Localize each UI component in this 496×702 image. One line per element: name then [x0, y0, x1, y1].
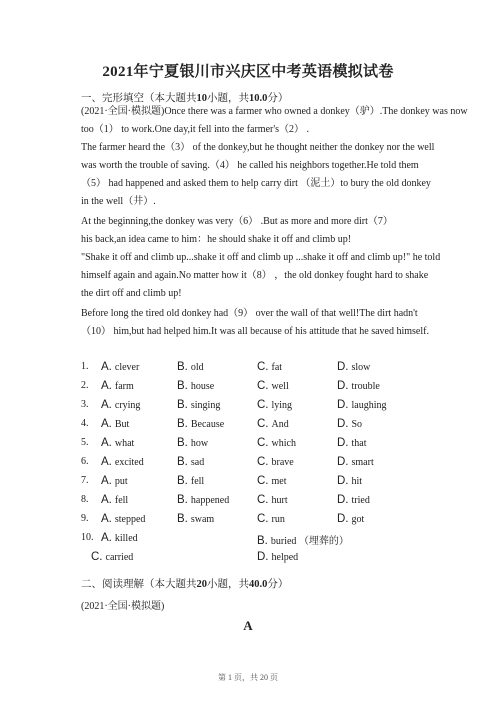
option-c[interactable] — [91, 551, 133, 563]
reading-source: (2021·全国·模拟题) — [81, 601, 165, 612]
question-count: 10 — [196, 93, 207, 104]
option-row — [81, 418, 421, 432]
option-a[interactable] — [101, 361, 139, 373]
option-letter: B. — [177, 513, 188, 525]
option-b[interactable] — [177, 456, 204, 468]
section-heading-reading — [81, 576, 288, 591]
option-text: run — [271, 514, 285, 525]
option-row — [81, 361, 421, 375]
passage-line: himself again and again.No matter how it（8） ，the old donkey fought hard to shake — [81, 270, 429, 281]
question-number: 7. — [81, 475, 89, 486]
option-letter: C. — [257, 361, 269, 373]
question-count: 20 — [196, 579, 207, 590]
option-text: slow — [351, 362, 371, 373]
option-letter: A. — [101, 456, 112, 468]
option-letter: B. — [177, 418, 188, 430]
option-text: helped — [271, 552, 299, 563]
option-letter: C. — [257, 399, 269, 411]
section-heading-prefix: 二、阅读理解（本大题共 — [81, 579, 197, 590]
option-text: tried — [351, 495, 370, 506]
option-b[interactable] — [177, 399, 220, 411]
option-letter: C. — [257, 437, 269, 449]
option-b[interactable] — [177, 437, 208, 449]
option-letter: A. — [101, 475, 112, 487]
option-row — [81, 475, 421, 489]
passage-line: his back,an idea came to him：he should shake it off and climb up! — [81, 234, 352, 245]
question-number: 9. — [81, 513, 89, 524]
option-text: hit — [351, 476, 363, 487]
option-text: farm — [114, 381, 134, 392]
option-d[interactable] — [337, 475, 362, 487]
option-a[interactable] — [101, 532, 138, 544]
option-text: old — [190, 362, 204, 373]
option-b[interactable] — [177, 494, 229, 506]
option-d[interactable] — [337, 456, 374, 468]
option-letter: A. — [101, 437, 112, 449]
section-heading-prefix: 一、完形填空（本大题共 — [81, 93, 197, 104]
option-letter: B. — [177, 437, 188, 449]
passage-line: "Shake it off and climb up...shake it off and climb up ...shake it off and climb up!" he told — [81, 252, 441, 263]
option-row — [81, 380, 421, 394]
section-heading-middle: 小题，共 — [207, 579, 249, 590]
option-letter: C. — [257, 475, 269, 487]
option-a[interactable] — [101, 380, 134, 392]
option-text: that — [351, 438, 367, 449]
option-text: trouble — [351, 381, 380, 392]
option-letter: B. — [177, 361, 188, 373]
option-text: carried — [105, 552, 134, 563]
option-letter: C. — [257, 380, 269, 392]
option-text: house — [190, 381, 215, 392]
option-letter: C. — [257, 418, 269, 430]
option-letter: C. — [257, 494, 269, 506]
option-text: put — [114, 476, 128, 487]
option-c[interactable] — [257, 475, 287, 487]
option-letter: A. — [101, 361, 112, 373]
option-c[interactable] — [257, 494, 288, 506]
option-text: excited — [114, 457, 144, 468]
option-text: But — [114, 419, 130, 430]
option-b[interactable] — [177, 380, 214, 392]
passage-line: Before long the tired old donkey had（9） over the wall of that well!The dirt hadn't — [81, 308, 418, 319]
option-c[interactable] — [257, 399, 292, 411]
option-letter: D. — [337, 494, 349, 506]
passage-line: too（1） to work.One day,it fell into the farmer's（2） . — [81, 124, 310, 135]
option-text: brave — [271, 457, 294, 468]
option-letter: B. — [257, 535, 268, 547]
option-letter: D. — [337, 475, 349, 487]
page-footer: 第 1 页，共 20 页 — [218, 673, 278, 682]
option-c[interactable] — [257, 513, 285, 525]
option-letter: B. — [177, 380, 188, 392]
option-text: So — [351, 419, 363, 430]
option-letter: B. — [177, 456, 188, 468]
option-text: swam — [190, 514, 215, 525]
question-number: 2. — [81, 380, 89, 391]
option-text: fat — [271, 362, 283, 373]
passage-line: （10） him,but had helped him.It was all because of his attitude that he saved himself. — [81, 326, 429, 337]
option-text: clever — [114, 362, 140, 373]
option-letter: D. — [257, 551, 269, 563]
question-number: 8. — [81, 494, 89, 505]
passage-line: was worth the trouble of saving.（4） he called his neighbors together.He told them — [81, 160, 419, 171]
option-text: happened — [190, 495, 230, 506]
option-a[interactable] — [101, 437, 134, 449]
question-number: 3. — [81, 399, 89, 410]
option-d[interactable] — [337, 361, 370, 373]
option-text: smart — [351, 457, 374, 468]
option-letter: C. — [91, 551, 103, 563]
option-text: lying — [271, 400, 293, 411]
option-b[interactable] — [177, 513, 214, 525]
option-row — [81, 513, 421, 527]
option-letter: A. — [101, 532, 112, 544]
option-text: hurt — [271, 495, 288, 506]
option-row — [81, 532, 421, 566]
option-c[interactable] — [257, 418, 289, 430]
option-text: well — [271, 381, 289, 392]
option-letter: A. — [101, 418, 112, 430]
option-row — [81, 399, 421, 413]
option-text: Because — [190, 419, 225, 430]
option-d[interactable] — [337, 380, 380, 392]
option-d[interactable] — [337, 418, 362, 430]
option-text: fell — [114, 495, 129, 506]
option-letter: B. — [177, 399, 188, 411]
option-letter: D. — [337, 380, 349, 392]
option-b[interactable] — [257, 532, 349, 547]
question-number: 1. — [81, 361, 89, 372]
option-letter: D. — [337, 437, 349, 449]
section-score: 40.0 — [249, 579, 268, 590]
option-text: which — [271, 438, 296, 449]
passage-line: in the well（井）. — [81, 196, 156, 207]
option-letter: D. — [337, 399, 349, 411]
option-letter: B. — [177, 475, 188, 487]
option-row — [81, 494, 421, 508]
option-letter: C. — [257, 513, 269, 525]
option-letter: D. — [337, 513, 349, 525]
passage-line: At the beginning,the donkey was very（6） .But as more and more dirt（7） — [81, 216, 393, 227]
question-number: 4. — [81, 418, 89, 429]
section-heading-suffix: 分） — [267, 579, 289, 590]
option-d[interactable] — [257, 551, 298, 563]
option-a[interactable] — [101, 456, 144, 468]
option-d[interactable] — [337, 437, 367, 449]
option-row — [81, 437, 421, 451]
option-letter: A. — [101, 513, 112, 525]
option-c[interactable] — [257, 380, 289, 392]
option-a[interactable] — [101, 475, 128, 487]
option-d[interactable] — [337, 399, 387, 411]
option-c[interactable] — [257, 437, 296, 449]
option-b[interactable] — [177, 361, 204, 373]
section-heading-cloze — [81, 90, 288, 105]
option-text: buried （埋葬的） — [270, 536, 349, 547]
question-number: 6. — [81, 456, 89, 467]
section-heading-middle: 小题，共 — [207, 93, 249, 104]
option-letter: A. — [101, 380, 112, 392]
option-a[interactable] — [101, 494, 128, 506]
option-text: crying — [114, 400, 141, 411]
option-text: how — [190, 438, 209, 449]
option-text: got — [351, 514, 365, 525]
option-row — [81, 456, 421, 470]
option-text: killed — [114, 533, 138, 544]
option-text: sad — [190, 457, 205, 468]
option-c[interactable] — [257, 361, 282, 373]
passage-label: A — [243, 618, 253, 633]
option-b[interactable] — [177, 418, 224, 430]
option-text: singing — [190, 400, 221, 411]
passage-line: （5） had happened and asked them to help carry dirt （泥土）to bury the old donkey — [81, 178, 431, 189]
option-text: laughing — [351, 400, 387, 411]
option-letter: A. — [101, 399, 112, 411]
option-letter: D. — [337, 456, 349, 468]
section-heading-suffix: 分） — [267, 93, 289, 104]
option-text: what — [114, 438, 135, 449]
option-a[interactable] — [101, 399, 140, 411]
question-number: 5. — [81, 437, 89, 448]
question-number: 10. — [81, 532, 94, 543]
option-d[interactable] — [337, 513, 364, 525]
option-d[interactable] — [337, 494, 370, 506]
option-letter: D. — [337, 361, 349, 373]
option-letter: A. — [101, 494, 112, 506]
option-text: And — [271, 419, 289, 430]
option-text: stepped — [114, 514, 146, 525]
passage-line: the dirt off and climb up! — [81, 288, 182, 299]
section-score: 10.0 — [249, 93, 268, 104]
option-a[interactable] — [101, 513, 145, 525]
passage-line: The farmer heard the（3） of the donkey,but he thought neither the donkey nor the well — [81, 142, 435, 153]
option-text: met — [271, 476, 287, 487]
option-a[interactable] — [101, 418, 129, 430]
option-letter: D. — [337, 418, 349, 430]
option-c[interactable] — [257, 456, 294, 468]
option-b[interactable] — [177, 475, 204, 487]
option-text: fell — [190, 476, 205, 487]
option-letter: C. — [257, 456, 269, 468]
option-letter: B. — [177, 494, 188, 506]
page-title: 2021年宁夏银川市兴庆区中考英语模拟试卷 — [102, 64, 394, 80]
passage-line: (2021·全国·模拟题)Once there was a farmer who owned a donkey（驴）.The donkey was now — [81, 106, 468, 117]
